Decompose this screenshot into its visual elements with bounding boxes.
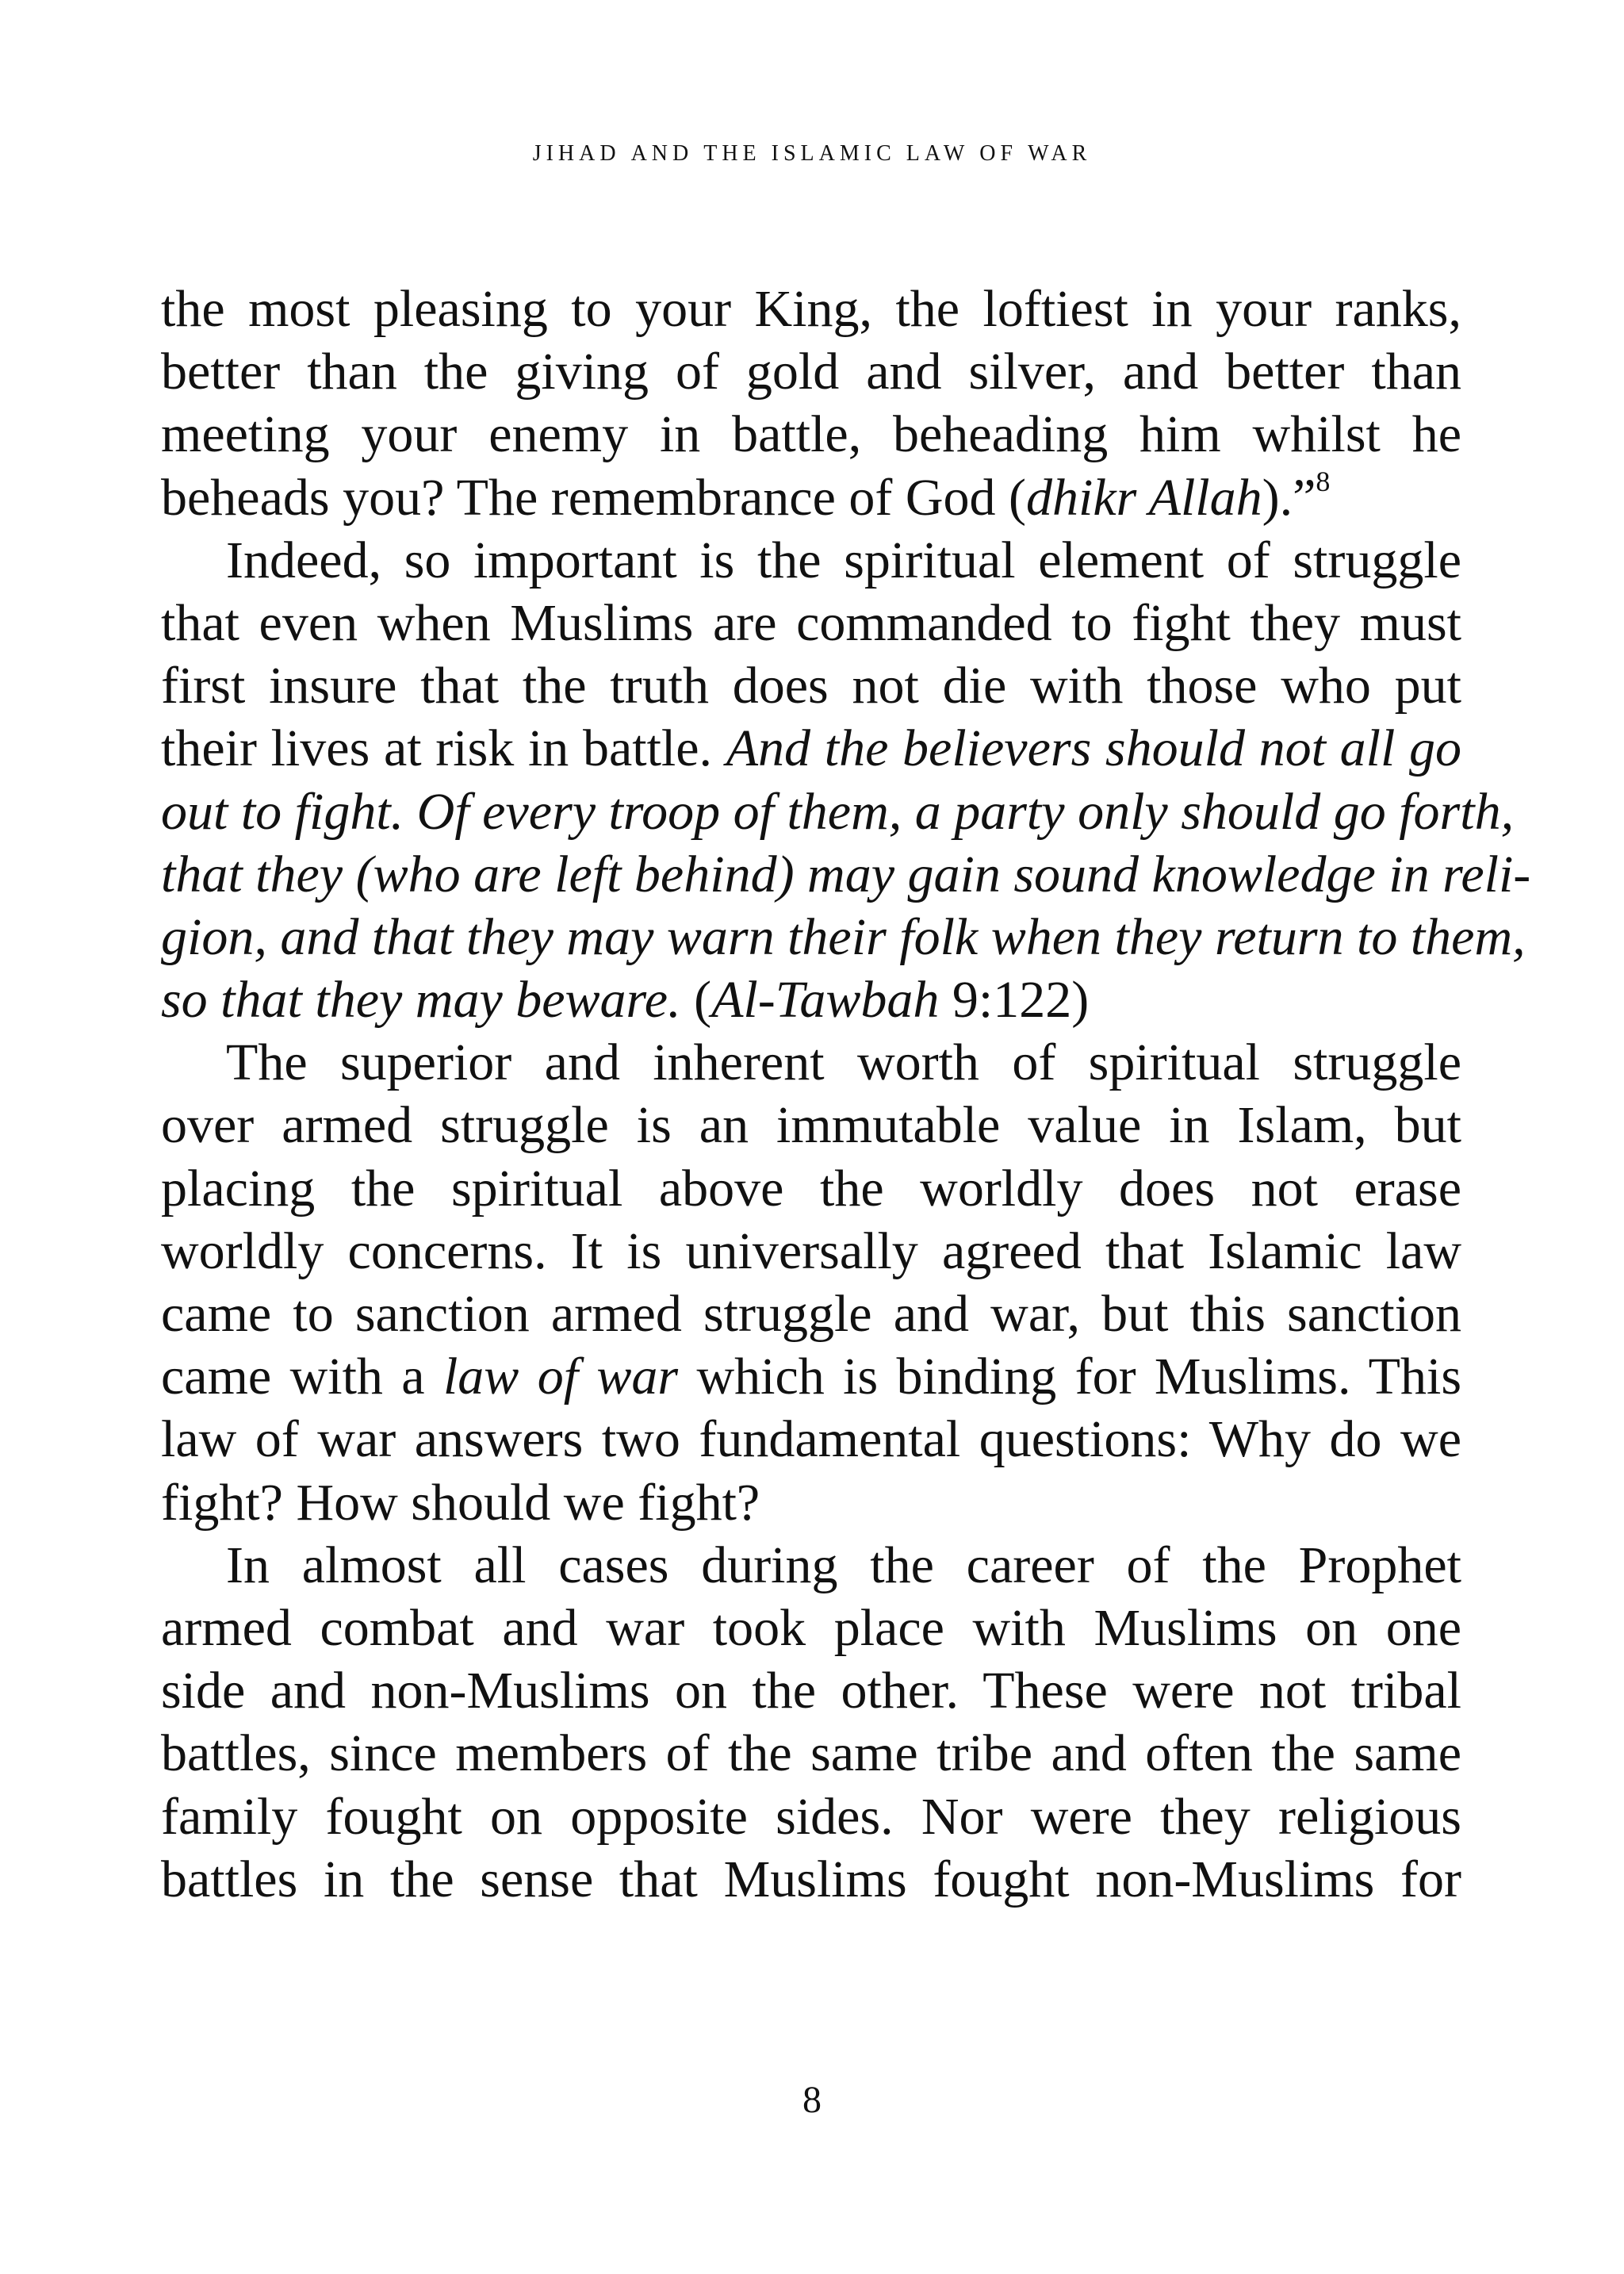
- text-line: [161, 1345, 1461, 1408]
- running-head: jihad and the islamic law of war: [532, 132, 1092, 167]
- quran-quote-line: that they (who are left behind) may gain sound knowledge in reli-: [161, 845, 1531, 903]
- text-line: first insure that the truth does not die with those who put: [161, 657, 1461, 715]
- body-text: [161, 278, 1531, 1911]
- text-line: worldly concerns. It is universally agreed that Islamic law: [161, 1221, 1461, 1280]
- text-line: over armed struggle is an immutable value in Islam, but: [161, 1096, 1461, 1155]
- paragraph-first-line: The superior and inherent worth of spiritual struggle: [226, 1033, 1461, 1092]
- text-line: came to sanction armed struggle and war, but this sanction: [161, 1285, 1461, 1343]
- surah-name: Al-Tawbah: [711, 971, 940, 1030]
- text-run: came with a: [161, 1348, 443, 1406]
- text-line: [161, 717, 1461, 780]
- paragraph-first-line: Indeed, so important is the spiritual element of struggle: [226, 531, 1461, 589]
- text-line: placing the spiritual above the worldly does not erase: [161, 1159, 1461, 1218]
- text-line: battles in the sense that Muslims fought non-Muslims for: [161, 1850, 1461, 1908]
- text-run: their lives at risk in battle.: [161, 719, 726, 778]
- text-line: family fought on opposite sides. Nor were they religious: [161, 1787, 1461, 1846]
- text-line: better than the giving of gold and silver, and better than: [161, 343, 1461, 401]
- italic-term: law of war: [442, 1348, 679, 1406]
- text-run: (: [680, 971, 712, 1030]
- text-line: that even when Muslims are commanded to fight they must: [161, 593, 1461, 652]
- footnote-marker: 8: [1316, 465, 1331, 497]
- text-line: armed combat and war took place with Muslims on one: [161, 1598, 1461, 1657]
- text-line: side and non-Muslims on the other. These were not tribal: [161, 1662, 1461, 1720]
- italic-term: dhikr Allah: [1026, 468, 1262, 527]
- text-line: fight? How should we fight?: [161, 1473, 760, 1532]
- text-line: law of war answers two fundamental questions: Why do we: [161, 1410, 1461, 1469]
- quran-quote-line: gion, and that they may warn their folk when they return to them,: [161, 907, 1526, 966]
- text-line: battles, since members of the same tribe and often the same: [161, 1724, 1461, 1783]
- page-number: 8: [802, 2079, 822, 2121]
- quran-quote: so that they may beware.: [161, 971, 681, 1030]
- text-run: ).”: [1262, 468, 1316, 527]
- text-line: the most pleasing to your King, the loftiest in your ranks,: [161, 280, 1461, 338]
- text-line: [161, 968, 1461, 1031]
- text-run: which is binding for Muslims. This: [678, 1348, 1462, 1406]
- text-line: meeting your enemy in battle, beheading him whilst he: [161, 405, 1461, 464]
- paragraph-first-line: In almost all cases during the career of the Prophet: [226, 1536, 1461, 1594]
- verse-reference: 9:122): [939, 971, 1090, 1030]
- quran-quote: And the believers should not all go: [726, 719, 1461, 778]
- quran-quote-line: out to fight. Of every troop of them, a party only should go forth,: [161, 782, 1515, 841]
- text-run: beheads you? The remembrance of God (: [161, 468, 1026, 527]
- text-line: [161, 466, 1461, 529]
